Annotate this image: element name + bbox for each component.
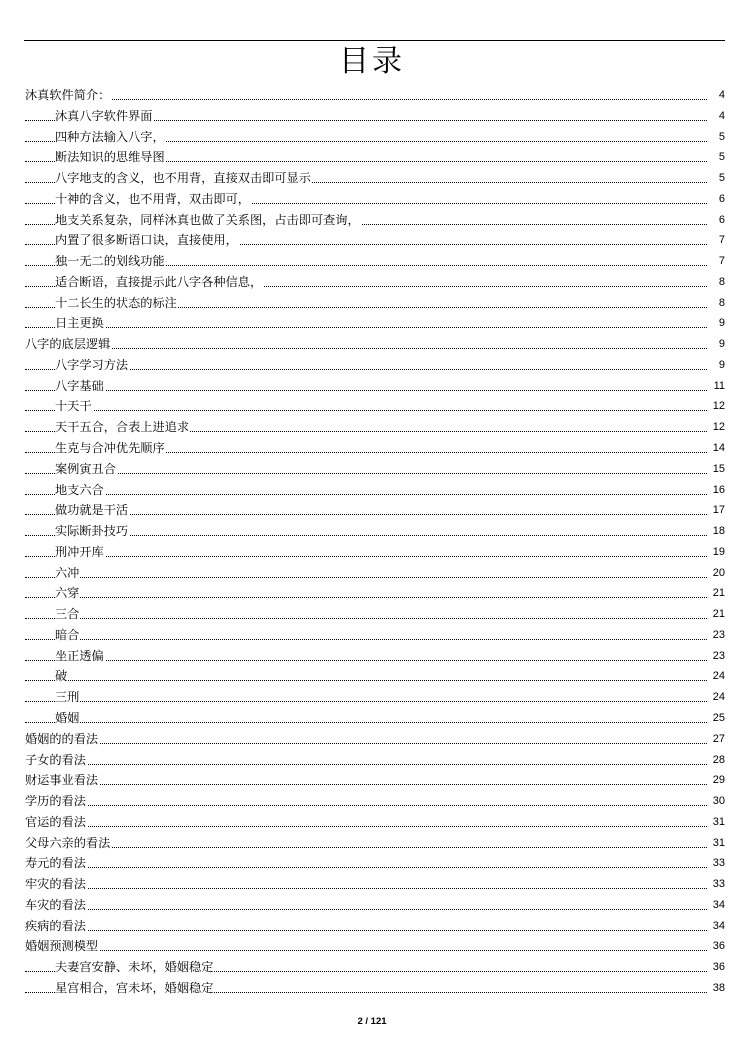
- toc-entry-label: 四种方法输入八字，: [55, 129, 165, 144]
- toc-entry-label: 适合断语，直接提示此八字各种信息，: [55, 274, 263, 289]
- toc-entry-label: 实际断卦技巧: [55, 524, 129, 539]
- toc-entry[interactable]: [25, 957, 725, 978]
- toc-entry-label: 寿元的看法: [25, 856, 86, 871]
- toc-entry[interactable]: [25, 189, 725, 210]
- dot-leader: [25, 99, 707, 100]
- toc-entry[interactable]: [25, 729, 725, 750]
- toc-entry-page-number: 12: [712, 396, 725, 417]
- toc-entry-page-number: 11: [713, 376, 725, 397]
- page-title: 目录: [339, 44, 405, 79]
- toc-entry-page-number: 5: [718, 127, 725, 148]
- toc-entry-label: 日主更换: [55, 316, 104, 331]
- toc-entry[interactable]: [25, 396, 725, 417]
- toc-entry-page-number: 4: [718, 85, 725, 106]
- toc-entry[interactable]: [25, 313, 725, 334]
- dot-leader: [25, 390, 707, 391]
- toc-entry[interactable]: [25, 251, 725, 272]
- dot-leader: [25, 701, 707, 702]
- toc-entry-page-number: 24: [712, 666, 725, 687]
- toc-entry[interactable]: [25, 833, 725, 854]
- toc-entry-label: 独一无二的划线功能: [55, 254, 165, 269]
- toc-entry[interactable]: [25, 293, 725, 314]
- toc-entry-label: 学历的看法: [25, 794, 86, 809]
- toc-entry-label: 沐真八字软件界面: [55, 108, 153, 123]
- toc-entry-page-number: 5: [718, 168, 725, 189]
- toc-entry-page-number: 34: [712, 916, 725, 937]
- toc-entry[interactable]: [25, 604, 725, 625]
- toc-entry-page-number: 16: [712, 480, 725, 501]
- toc-entry[interactable]: [25, 168, 725, 189]
- toc-entry-page-number: 9: [718, 313, 725, 334]
- toc-entry[interactable]: [25, 563, 725, 584]
- toc-entry-page-number: 31: [712, 812, 725, 833]
- dot-leader: [25, 660, 707, 661]
- toc-entry-page-number: 9: [718, 334, 725, 355]
- dot-leader: [25, 556, 707, 557]
- dot-leader: [25, 867, 707, 868]
- toc-entry-label: 十二长生的状态的标注: [55, 295, 177, 310]
- toc-entry[interactable]: [25, 147, 725, 168]
- toc-entry-label: 生克与合冲优先顺序: [55, 441, 165, 456]
- toc-entry[interactable]: [25, 770, 725, 791]
- toc-entry[interactable]: [25, 127, 725, 148]
- toc-entry-label: 坐正透偏: [55, 648, 104, 663]
- toc-entry[interactable]: [25, 376, 725, 397]
- toc-entry[interactable]: [25, 895, 725, 916]
- toc-entry-page-number: 9: [718, 355, 725, 376]
- header-rule: [24, 40, 725, 41]
- toc-entry[interactable]: [25, 272, 725, 293]
- dot-leader: [25, 888, 707, 889]
- toc-entry-label: 地支关系复杂，同样沐真也做了关系图，占击即可查询，: [55, 212, 360, 227]
- toc-entry-label: 三刑: [55, 690, 80, 705]
- toc-entry[interactable]: [25, 791, 725, 812]
- toc-entry[interactable]: [25, 625, 725, 646]
- toc-entry-page-number: 36: [712, 936, 725, 957]
- toc-entry-page-number: 23: [712, 646, 725, 667]
- toc-entry-page-number: 7: [718, 230, 725, 251]
- toc-entry[interactable]: [25, 355, 725, 376]
- toc-entry-label: 车灾的看法: [25, 897, 86, 912]
- toc-entry-label: 六冲: [55, 565, 80, 580]
- table-of-contents: [25, 85, 725, 999]
- toc-entry[interactable]: [25, 812, 725, 833]
- toc-entry[interactable]: [25, 666, 725, 687]
- toc-entry-label: 财运事业看法: [25, 773, 99, 788]
- toc-entry-label: 做功就是干活: [55, 503, 129, 518]
- toc-entry-page-number: 5: [718, 147, 725, 168]
- page-indicator: 2 / 121: [357, 1016, 387, 1027]
- toc-entry-page-number: 8: [718, 293, 725, 314]
- toc-entry-label: 十神的含义，也不用背，双击即可，: [55, 191, 250, 206]
- toc-entry-page-number: 25: [712, 708, 725, 729]
- toc-entry[interactable]: [25, 438, 725, 459]
- dot-leader: [25, 618, 707, 619]
- toc-entry[interactable]: [25, 916, 725, 937]
- toc-entry-page-number: 15: [712, 459, 725, 480]
- toc-entry-label: 内置了很多断语口诀，直接使用，: [55, 233, 238, 248]
- toc-entry-label: 婚姻: [55, 710, 80, 725]
- toc-entry[interactable]: [25, 210, 725, 231]
- toc-entry-page-number: 12: [712, 417, 725, 438]
- toc-entry-page-number: 8: [718, 272, 725, 293]
- dot-leader: [25, 348, 707, 349]
- toc-entry-label: 疾病的看法: [25, 918, 86, 933]
- toc-entry[interactable]: [25, 874, 725, 895]
- toc-entry-page-number: 38: [712, 978, 725, 999]
- toc-entry-label: 十天干: [55, 399, 92, 414]
- dot-leader: [25, 826, 707, 827]
- toc-entry-page-number: 36: [712, 957, 725, 978]
- toc-entry-page-number: 33: [712, 853, 725, 874]
- toc-entry-page-number: 34: [712, 895, 725, 916]
- dot-leader: [25, 930, 707, 931]
- toc-entry[interactable]: [25, 687, 725, 708]
- toc-entry[interactable]: [25, 936, 725, 957]
- toc-entry[interactable]: [25, 646, 725, 667]
- dot-leader: [25, 743, 707, 744]
- toc-entry-page-number: 17: [712, 500, 725, 521]
- dot-leader: [25, 494, 707, 495]
- dot-leader: [25, 950, 707, 951]
- dot-leader: [25, 784, 707, 785]
- toc-entry-page-number: 21: [712, 583, 725, 604]
- toc-entry-label: 星宫相合，宫未坏，婚姻稳定: [55, 980, 214, 995]
- toc-entry[interactable]: [25, 542, 725, 563]
- toc-entry-label: 八字学习方法: [55, 357, 129, 372]
- dot-leader: [25, 410, 707, 411]
- dot-leader: [25, 805, 707, 806]
- toc-entry-label: 刑冲开库: [55, 544, 104, 559]
- toc-entry-label: 三合: [55, 607, 80, 622]
- toc-entry-label: 夫妻宫安静、未坏，婚姻稳定: [55, 960, 214, 975]
- toc-entry[interactable]: [25, 459, 725, 480]
- toc-entry-page-number: 24: [712, 687, 725, 708]
- toc-entry-page-number: 30: [712, 791, 725, 812]
- toc-entry-label: 婚姻的的看法: [25, 731, 99, 746]
- toc-entry-page-number: 19: [712, 542, 725, 563]
- toc-entry[interactable]: [25, 85, 725, 106]
- toc-entry-label: 婚姻预测模型: [25, 939, 99, 954]
- toc-entry-label: 牢灾的看法: [25, 877, 86, 892]
- toc-entry-page-number: 23: [712, 625, 725, 646]
- dot-leader: [25, 680, 707, 681]
- toc-entry[interactable]: [25, 750, 725, 771]
- toc-entry-label: 地支六合: [55, 482, 104, 497]
- toc-entry[interactable]: [25, 521, 725, 542]
- toc-entry-page-number: 14: [712, 438, 725, 459]
- toc-entry-page-number: 6: [718, 210, 725, 231]
- toc-entry-label: 断法知识的思维导图: [55, 150, 165, 165]
- dot-leader: [25, 764, 707, 765]
- toc-entry[interactable]: [25, 480, 725, 501]
- dot-leader: [25, 639, 707, 640]
- toc-entry-page-number: 33: [712, 874, 725, 895]
- toc-entry-label: 父母六亲的看法: [25, 835, 111, 850]
- toc-entry-page-number: 31: [712, 833, 725, 854]
- toc-entry-page-number: 6: [718, 189, 725, 210]
- toc-entry[interactable]: [25, 853, 725, 874]
- dot-leader: [25, 909, 707, 910]
- toc-entry-page-number: 20: [712, 563, 725, 584]
- toc-entry-label: 案例寅丑合: [55, 461, 116, 476]
- toc-entry-page-number: 27: [712, 729, 725, 750]
- toc-entry[interactable]: [25, 978, 725, 999]
- toc-entry[interactable]: [25, 230, 725, 251]
- toc-entry-label: 八字地支的含义，也不用背，直接双击即可显示: [55, 171, 311, 186]
- toc-entry-label: 破: [55, 669, 68, 684]
- dot-leader: [25, 473, 707, 474]
- toc-entry-page-number: 18: [712, 521, 725, 542]
- toc-entry[interactable]: [25, 500, 725, 521]
- toc-entry[interactable]: [25, 106, 725, 127]
- toc-entry-page-number: 21: [712, 604, 725, 625]
- toc-entry[interactable]: [25, 708, 725, 729]
- dot-leader: [25, 722, 707, 723]
- toc-entry-page-number: 28: [712, 750, 725, 771]
- toc-entry-label: 八字的底层逻辑: [25, 337, 111, 352]
- dot-leader: [25, 327, 707, 328]
- dot-leader: [25, 577, 707, 578]
- toc-entry-label: 天干五合，合表上进追求: [55, 420, 190, 435]
- toc-entry-label: 八字基础: [55, 378, 104, 393]
- toc-entry-label: 沐真软件简介：: [25, 88, 111, 102]
- toc-entry-label: 暗合: [55, 627, 80, 642]
- dot-leader: [25, 847, 707, 848]
- toc-entry-label: 官运的看法: [25, 814, 86, 829]
- toc-entry-page-number: 29: [712, 770, 725, 791]
- toc-entry-page-number: 4: [718, 106, 725, 127]
- toc-entry[interactable]: [25, 417, 725, 438]
- toc-entry[interactable]: [25, 334, 725, 355]
- toc-entry[interactable]: [25, 583, 725, 604]
- toc-entry-label: 六穿: [55, 586, 80, 601]
- toc-entry-page-number: 7: [718, 251, 725, 272]
- dot-leader: [25, 597, 707, 598]
- toc-entry-label: 子女的看法: [25, 752, 86, 767]
